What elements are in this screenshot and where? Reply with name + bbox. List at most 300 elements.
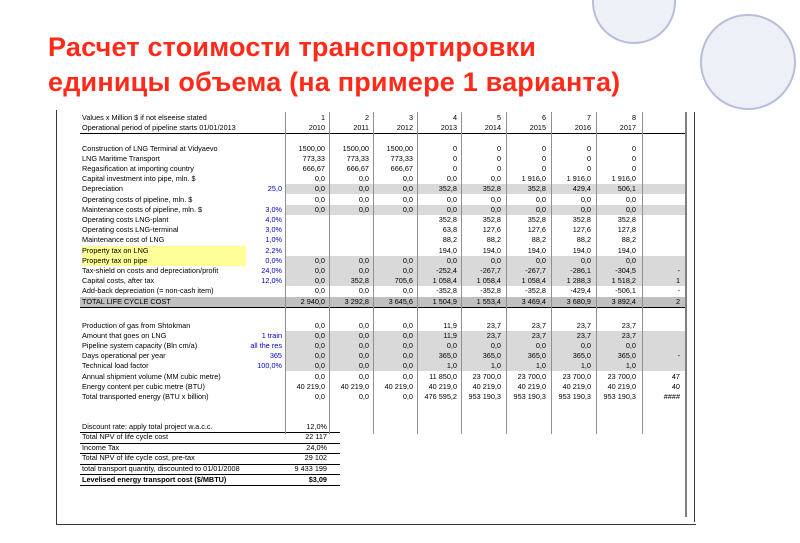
table-cell[interactable]: 0,0 xyxy=(490,174,501,184)
table-cell[interactable]: 0 xyxy=(452,164,457,173)
table-row xyxy=(80,341,685,351)
table-cell-overflow[interactable]: - xyxy=(677,286,680,296)
row-parameter[interactable]: 24,0% xyxy=(261,266,282,275)
table-cell[interactable]: 666,67 xyxy=(390,164,413,173)
table-row xyxy=(80,144,685,154)
table-cell[interactable]: 0,0 xyxy=(358,255,369,265)
table-cell[interactable]: 0,0 xyxy=(314,194,325,204)
row-label[interactable]: Property tax on LNG xyxy=(82,246,246,256)
table-cell[interactable]: 194,0 xyxy=(617,245,636,255)
row-parameter[interactable]: 1,0% xyxy=(265,235,282,245)
table-cell[interactable]: 0,0 xyxy=(358,351,369,361)
table-cell[interactable]: -267,7 xyxy=(480,266,501,275)
row-values xyxy=(285,341,685,351)
table-cell[interactable]: 0,0 xyxy=(625,194,636,204)
table-cell[interactable]: 0,0 xyxy=(402,320,413,330)
table-cell[interactable]: 0 xyxy=(496,164,501,173)
table-cell[interactable]: 23,7 xyxy=(621,330,636,340)
row-label[interactable]: Days operational per year xyxy=(82,351,166,361)
table-cell[interactable]: 23,7 xyxy=(576,320,591,330)
table-cell[interactable]: 365,0 xyxy=(482,351,501,361)
table-cell[interactable]: 0,0 xyxy=(490,204,501,214)
row-label[interactable]: Technical load factor xyxy=(82,361,149,371)
table-cell[interactable]: 0,0 xyxy=(446,204,457,214)
row-label[interactable]: Regasification at importing country xyxy=(82,164,194,173)
table-cell[interactable]: 352,8 xyxy=(527,215,546,224)
grid-column-line xyxy=(329,112,330,434)
row-values xyxy=(285,276,685,286)
row-label[interactable]: Property tax on pipe xyxy=(82,256,246,266)
row-label[interactable]: Construction of LNG Terminal at Vidyaevo xyxy=(82,143,218,153)
table-cell[interactable]: 1500,00 xyxy=(386,143,413,153)
table-cell[interactable]: 0,0 xyxy=(358,194,369,204)
table-cell[interactable]: 0,0 xyxy=(402,330,413,340)
table-cell[interactable]: 0 xyxy=(586,153,591,163)
table-cell[interactable]: 88,2 xyxy=(621,235,636,245)
row-parameter[interactable]: 365 xyxy=(269,351,282,361)
table-cell[interactable]: 0,0 xyxy=(358,286,369,296)
table-cell[interactable]: 0,0 xyxy=(402,174,413,184)
table-cell[interactable]: 127,6 xyxy=(482,225,501,235)
grid-column-line xyxy=(596,112,597,434)
table-cell[interactable]: 23,7 xyxy=(531,320,546,330)
table-cell[interactable]: 0,0 xyxy=(358,320,369,330)
table-cell[interactable]: 0 xyxy=(541,143,546,153)
table-cell[interactable]: 0,0 xyxy=(580,340,591,350)
row-label[interactable]: Operating costs LNG-plant xyxy=(82,215,169,224)
table-cell[interactable]: 773,33 xyxy=(390,153,413,163)
table-cell[interactable]: 6 xyxy=(541,113,546,122)
table-cell[interactable]: 0,0 xyxy=(358,174,369,184)
table-cell[interactable]: 0,0 xyxy=(402,194,413,204)
row-values xyxy=(285,184,685,194)
table-cell[interactable]: 953 190,3 xyxy=(513,391,546,401)
table-cell-overflow[interactable]: 2 xyxy=(675,296,680,306)
table-cell[interactable]: 0,0 xyxy=(402,286,413,296)
table-cell[interactable]: -429,4 xyxy=(570,286,591,296)
row-label[interactable]: Maintenance cost of LNG xyxy=(82,235,165,245)
table-cell[interactable]: 8 xyxy=(631,113,636,122)
table-cell[interactable]: 0,0 xyxy=(358,330,369,340)
row-parameter[interactable]: 1 train xyxy=(261,330,282,340)
table-cell[interactable]: 0,0 xyxy=(358,391,369,401)
row-values xyxy=(285,164,685,174)
row-values xyxy=(285,351,685,361)
table-cell[interactable]: 23,7 xyxy=(531,330,546,340)
table-cell-overflow[interactable]: 47 xyxy=(671,371,680,381)
table-cell[interactable]: 0,0 xyxy=(402,340,413,350)
table-cell[interactable]: 0,0 xyxy=(314,351,325,361)
row-parameter[interactable]: 4,0% xyxy=(265,215,282,224)
table-cell[interactable]: -252,4 xyxy=(436,266,457,275)
table-cell[interactable]: 3 680,9 xyxy=(566,296,591,306)
table-cell[interactable]: 3 292,8 xyxy=(344,296,369,306)
row-values xyxy=(285,392,685,402)
table-cell[interactable]: 88,2 xyxy=(486,235,501,245)
table-cell[interactable]: 11 850,0 xyxy=(429,371,457,381)
table-cell[interactable]: 23,7 xyxy=(576,330,591,340)
table-cell[interactable]: 1 916,0 xyxy=(566,174,591,184)
table-cell[interactable]: 11,9 xyxy=(443,330,457,340)
table-cell[interactable]: 2014 xyxy=(484,123,501,133)
row-label[interactable]: Total transported energy (BTU x billion) xyxy=(82,391,209,401)
grid-column-line xyxy=(551,112,552,434)
table-cell[interactable]: -286,1 xyxy=(570,266,591,275)
table-cell[interactable]: 0,0 xyxy=(314,204,325,214)
table-cell[interactable]: 194,0 xyxy=(572,245,591,255)
table-cell[interactable]: 365,0 xyxy=(572,351,591,361)
row-parameter[interactable]: 2,2% xyxy=(265,245,282,255)
table-cell[interactable]: 365,0 xyxy=(438,351,457,361)
table-cell[interactable]: 352,8 xyxy=(350,276,369,286)
row-parameter[interactable]: 3,0% xyxy=(265,225,282,235)
table-cell-overflow[interactable]: - xyxy=(677,266,680,275)
table-cell[interactable]: 1,0 xyxy=(625,361,636,371)
table-cell[interactable]: 88,2 xyxy=(442,235,457,245)
slide-title-line-1: Расчет стоимости транспортировки xyxy=(48,32,537,62)
row-label[interactable]: Amount that goes on LNG xyxy=(82,330,167,340)
row-label[interactable]: Capital costs, after tax xyxy=(82,276,155,286)
table-row xyxy=(80,256,685,266)
table-cell[interactable]: 1 xyxy=(320,113,325,122)
table-cell[interactable]: 23,7 xyxy=(486,320,501,330)
table-cell[interactable]: 1,0 xyxy=(446,361,457,371)
table-cell[interactable]: 0,0 xyxy=(625,340,636,350)
grid-column-line xyxy=(417,112,418,434)
table-cell[interactable]: 0 xyxy=(541,164,546,173)
decorative-circle-right xyxy=(700,14,796,110)
table-cell[interactable]: -506,1 xyxy=(615,286,636,296)
table-cell[interactable]: 127,6 xyxy=(527,225,546,235)
spreadsheet xyxy=(80,112,685,517)
table-cell[interactable]: 0 xyxy=(631,143,636,153)
table-cell[interactable]: 3 892,4 xyxy=(611,296,636,306)
table-cell[interactable]: 365,0 xyxy=(527,351,546,361)
table-cell[interactable]: 0,0 xyxy=(535,255,546,265)
table-cell[interactable]: 352,8 xyxy=(438,184,457,194)
row-label[interactable]: Add-back depreciation (= non-cash item) xyxy=(82,286,214,296)
table-row xyxy=(80,164,685,174)
table-cell[interactable]: 0,0 xyxy=(358,361,369,371)
row-values xyxy=(285,331,685,341)
table-cell[interactable]: 1,0 xyxy=(580,361,591,371)
row-label[interactable]: Operating costs of pipeline, mln. $ xyxy=(82,194,193,204)
table-cell[interactable]: 40 219,0 xyxy=(384,381,413,391)
table-cell[interactable]: 1 553,4 xyxy=(476,296,501,306)
table-cell[interactable]: 40 219,0 xyxy=(562,381,591,391)
table-cell[interactable]: 352,8 xyxy=(482,215,501,224)
table-cell[interactable]: 1 288,3 xyxy=(566,276,591,286)
table-cell[interactable]: 0,0 xyxy=(358,371,369,381)
table-cell[interactable]: 0,0 xyxy=(314,266,325,275)
table-cell[interactable]: 2010 xyxy=(308,123,325,133)
table-cell-overflow[interactable]: - xyxy=(677,351,680,361)
table-cell[interactable]: 0,0 xyxy=(402,184,413,194)
table-cell[interactable]: 40 219,0 xyxy=(472,381,501,391)
table-cell[interactable]: 23,7 xyxy=(486,330,501,340)
grid-column-line xyxy=(461,112,462,434)
table-cell[interactable]: 0,0 xyxy=(358,340,369,350)
summary-label[interactable]: Total NPV of life cycle cost, pre-tax xyxy=(82,453,195,463)
table-cell[interactable]: 0,0 xyxy=(314,184,325,194)
table-cell[interactable]: 3 xyxy=(408,113,413,122)
table-cell[interactable]: 0,0 xyxy=(402,371,413,381)
table-cell[interactable]: 0,0 xyxy=(446,340,457,350)
table-cell[interactable]: -352,8 xyxy=(436,286,457,296)
row-values xyxy=(285,286,685,296)
table-cell[interactable]: 953 190,3 xyxy=(558,391,591,401)
table-cell[interactable]: 2016 xyxy=(574,123,591,133)
table-cell[interactable]: 0,0 xyxy=(535,194,546,204)
table-cell[interactable]: 2013 xyxy=(440,123,457,133)
table-cell[interactable]: -304,5 xyxy=(615,266,636,275)
table-cell[interactable]: 23,7 xyxy=(621,320,636,330)
summary-value[interactable]: 12,0% xyxy=(306,421,327,431)
table-cell[interactable]: 40 219,0 xyxy=(296,381,325,391)
table-cell[interactable]: 1 504,9 xyxy=(432,296,457,306)
row-label[interactable]: TOTAL LIFE CYCLE COST xyxy=(82,296,171,306)
table-cell[interactable]: 0,0 xyxy=(314,391,325,401)
table-row xyxy=(80,235,685,245)
table-cell[interactable]: 0,0 xyxy=(402,391,413,401)
table-row xyxy=(80,215,685,225)
table-cell[interactable]: 0,0 xyxy=(446,174,457,184)
table-cell[interactable]: 0 xyxy=(452,153,457,163)
table-cell[interactable]: 23 700,0 xyxy=(562,371,591,381)
table-cell[interactable]: 0 xyxy=(541,153,546,163)
table-row xyxy=(80,225,685,235)
table-cell[interactable]: 0,0 xyxy=(314,286,325,296)
table-cell[interactable]: 0 xyxy=(452,143,457,153)
table-cell[interactable]: 352,8 xyxy=(572,215,591,224)
table-row xyxy=(80,154,685,164)
table-cell[interactable]: 352,8 xyxy=(482,184,501,194)
table-cell[interactable]: 3 469,4 xyxy=(521,296,546,306)
table-row xyxy=(80,351,685,361)
table-cell[interactable]: 23 700,0 xyxy=(607,371,636,381)
table-cell[interactable]: -352,8 xyxy=(480,286,501,296)
table-cell[interactable]: 0,0 xyxy=(446,194,457,204)
row-label[interactable]: Tax-shield on costs and depreciation/profit xyxy=(82,266,219,275)
summary-label[interactable]: Discount rate: apply total project w.a.c.c. xyxy=(82,421,213,431)
row-values xyxy=(285,256,685,266)
table-cell[interactable]: 0,0 xyxy=(402,266,413,275)
table-cell[interactable]: 194,0 xyxy=(527,245,546,255)
table-cell[interactable]: 3 645,6 xyxy=(388,296,413,306)
table-cell[interactable]: 88,2 xyxy=(576,235,591,245)
table-cell[interactable]: 0,0 xyxy=(314,320,325,330)
table-cell[interactable]: 666,67 xyxy=(302,164,325,173)
table-cell[interactable]: 1500,00 xyxy=(298,143,325,153)
table-cell[interactable]: 0,0 xyxy=(314,361,325,371)
table-cell[interactable]: 0,0 xyxy=(402,351,413,361)
table-cell[interactable]: 0,0 xyxy=(314,371,325,381)
row-label[interactable]: Pipeline system capacity (Bln cm/a) xyxy=(82,340,198,350)
table-cell[interactable]: 0,0 xyxy=(580,204,591,214)
table-cell[interactable]: 0 xyxy=(631,153,636,163)
table-cell[interactable]: 0 xyxy=(496,143,501,153)
table-cell[interactable]: 1 916,0 xyxy=(611,174,636,184)
table-cell[interactable]: 0,0 xyxy=(314,340,325,350)
table-cell[interactable]: 1,0 xyxy=(535,361,546,371)
table-cell[interactable]: 0,0 xyxy=(358,184,369,194)
summary-value[interactable]: 29 102 xyxy=(304,453,327,463)
row-label[interactable]: Values x Million $ if not elseeise stated xyxy=(82,113,207,122)
table-row xyxy=(80,174,685,184)
table-cell[interactable]: 0,0 xyxy=(402,361,413,371)
table-cell[interactable]: 0,0 xyxy=(535,340,546,350)
table-cell[interactable]: 40 219,0 xyxy=(607,381,636,391)
table-cell[interactable]: 194,0 xyxy=(482,245,501,255)
table-cell[interactable]: 429,4 xyxy=(572,184,591,194)
table-cell[interactable]: 1 916,0 xyxy=(521,174,546,184)
table-cell[interactable]: 23 700,0 xyxy=(517,371,546,381)
table-cell[interactable]: 1 518,2 xyxy=(611,276,636,286)
table-cell[interactable]: 2 940,0 xyxy=(300,296,325,306)
table-cell[interactable]: 953 190,3 xyxy=(603,391,636,401)
table-cell[interactable]: 1500,00 xyxy=(342,143,369,153)
table-cell[interactable]: 0 xyxy=(586,143,591,153)
table-cell[interactable]: 0,0 xyxy=(535,204,546,214)
row-label[interactable]: Annual shipment volume (MM cubic metre) xyxy=(82,371,221,381)
table-cell[interactable]: 352,8 xyxy=(438,215,457,224)
table-cell[interactable]: 0,0 xyxy=(358,266,369,275)
table-cell[interactable]: 705,6 xyxy=(394,276,413,286)
table-row xyxy=(80,361,685,371)
row-values xyxy=(285,372,685,382)
table-cell[interactable]: 0,0 xyxy=(314,276,325,286)
table-cell[interactable]: 0,0 xyxy=(314,255,325,265)
row-parameter[interactable]: 0,0% xyxy=(265,255,282,265)
row-parameter[interactable]: 100,0% xyxy=(257,361,282,371)
table-cell[interactable]: 23 700,0 xyxy=(472,371,501,381)
summary-row xyxy=(80,475,340,487)
table-row xyxy=(80,113,685,123)
table-cell[interactable]: 0,0 xyxy=(358,204,369,214)
table-cell[interactable]: 365,0 xyxy=(617,351,636,361)
grid-column-line xyxy=(373,112,374,434)
row-values xyxy=(285,205,685,215)
summary-value[interactable]: 22 117 xyxy=(305,432,327,442)
row-label[interactable]: Depreciation xyxy=(82,184,123,194)
row-label[interactable]: Operating costs LNG-terminal xyxy=(82,225,179,235)
table-row xyxy=(80,321,685,331)
table-row xyxy=(80,276,685,286)
table-cell[interactable]: 0 xyxy=(631,164,636,173)
table-cell[interactable]: 40 219,0 xyxy=(428,381,457,391)
row-label[interactable]: Energy content per cubic metre (BTU) xyxy=(82,381,205,391)
table-cell[interactable]: 40 219,0 xyxy=(340,381,369,391)
table-cell[interactable]: 0,0 xyxy=(314,330,325,340)
summary-label[interactable]: Levelised energy transport cost ($/MBTU) xyxy=(82,474,227,484)
table-cell[interactable]: 1 058,4 xyxy=(521,276,546,286)
table-cell[interactable]: 0,0 xyxy=(490,194,501,204)
table-cell[interactable]: 127,8 xyxy=(617,225,636,235)
table-cell[interactable]: 0 xyxy=(586,164,591,173)
frame-right-edge xyxy=(694,112,695,522)
table-cell-overflow[interactable]: 40 xyxy=(671,381,680,391)
spreadsheet-column-border xyxy=(685,112,687,517)
table-cell[interactable]: 2 xyxy=(364,113,369,122)
summary-label[interactable]: Total NPV of life cycle cost xyxy=(82,432,168,442)
table-cell[interactable]: 0,0 xyxy=(580,255,591,265)
table-cell[interactable]: 2012 xyxy=(396,123,413,133)
table-cell-overflow[interactable]: 1 xyxy=(675,276,680,286)
table-cell[interactable]: 0,0 xyxy=(625,255,636,265)
table-cell[interactable]: 127,6 xyxy=(572,225,591,235)
row-label[interactable]: LNG Maritime Transport xyxy=(82,153,160,163)
table-cell[interactable]: 11,9 xyxy=(443,320,457,330)
table-cell[interactable]: -352,8 xyxy=(525,286,546,296)
summary-value[interactable]: 9 433 199 xyxy=(294,463,327,473)
summary-value[interactable]: $3,09 xyxy=(308,474,327,484)
table-cell[interactable]: 352,8 xyxy=(527,184,546,194)
summary-label[interactable]: Income Tax xyxy=(82,442,120,452)
table-cell[interactable]: 2017 xyxy=(619,123,636,133)
table-cell[interactable]: 773,33 xyxy=(346,153,369,163)
table-cell[interactable]: 0,0 xyxy=(402,255,413,265)
table-cell[interactable]: 0,0 xyxy=(314,174,325,184)
table-cell[interactable]: 0,0 xyxy=(490,255,501,265)
table-cell-overflow[interactable]: #### xyxy=(663,391,680,401)
frame-bottom-edge xyxy=(56,524,696,525)
table-cell[interactable]: 0 xyxy=(496,153,501,163)
table-cell[interactable]: 506,1 xyxy=(617,184,636,194)
row-parameter[interactable]: 12,0% xyxy=(261,276,282,286)
row-parameter[interactable]: 3,0% xyxy=(265,204,282,214)
table-cell[interactable]: 2011 xyxy=(353,123,369,133)
summary-value[interactable]: 24,0% xyxy=(306,442,327,452)
table-cell[interactable]: 0,0 xyxy=(446,255,457,265)
table-cell[interactable]: 476 595,2 xyxy=(424,391,457,401)
row-label[interactable]: Capital investment into pipe, mln. $ xyxy=(82,174,196,184)
table-cell[interactable]: 0,0 xyxy=(625,204,636,214)
row-parameter[interactable]: all the res xyxy=(250,340,282,350)
row-values xyxy=(285,246,685,256)
slide-title xyxy=(48,30,688,100)
table-cell[interactable]: 352,8 xyxy=(617,215,636,224)
table-cell[interactable]: 0,0 xyxy=(490,340,501,350)
row-label[interactable]: Maintenance costs of pipeline, mln. $ xyxy=(82,204,203,214)
row-parameter[interactable]: 25,0 xyxy=(267,184,282,194)
table-cell[interactable]: 1 058,4 xyxy=(476,276,501,286)
table-cell[interactable]: 2015 xyxy=(529,123,546,133)
table-cell[interactable]: 4 xyxy=(452,113,457,122)
row-label[interactable]: Production of gas from Shtokman xyxy=(82,320,191,330)
table-cell[interactable]: 7 xyxy=(586,113,591,122)
summary-label[interactable]: total transport quantity, discounted to 01/01/2008 xyxy=(82,463,240,473)
table-cell[interactable]: 1 058,4 xyxy=(432,276,457,286)
row-values xyxy=(285,321,685,331)
table-cell[interactable]: 0,0 xyxy=(580,194,591,204)
table-cell[interactable]: 88,2 xyxy=(531,235,546,245)
table-cell[interactable]: 0,0 xyxy=(402,204,413,214)
table-cell[interactable]: 773,33 xyxy=(302,153,325,163)
table-row xyxy=(80,372,685,382)
table-cell[interactable]: 63,8 xyxy=(442,225,457,235)
table-cell[interactable]: 1,0 xyxy=(490,361,501,371)
grid-column-line xyxy=(642,112,643,434)
table-cell[interactable]: 40 219,0 xyxy=(517,381,546,391)
table-cell[interactable]: 953 190,3 xyxy=(468,391,501,401)
table-cell[interactable]: 5 xyxy=(496,113,501,122)
table-cell[interactable]: 194,0 xyxy=(438,245,457,255)
row-values xyxy=(285,113,685,123)
row-values xyxy=(285,174,685,184)
table-cell[interactable]: 666,67 xyxy=(346,164,369,173)
row-label[interactable]: Operational period of pipeline starts 01/01/2013 xyxy=(82,123,236,133)
table-cell[interactable]: -267,7 xyxy=(525,266,546,275)
